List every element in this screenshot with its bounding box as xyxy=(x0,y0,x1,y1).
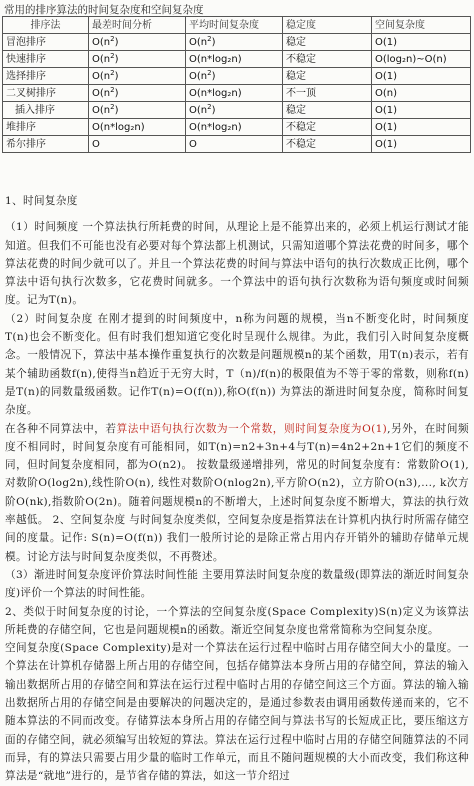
paragraph-constant-order xyxy=(5,420,469,566)
exponent: 2 xyxy=(110,102,115,111)
exponent: 2 xyxy=(207,68,212,77)
exponent: 2 xyxy=(110,34,115,43)
cell-worst-time: $O(n^2)$ xyxy=(89,68,186,85)
paragraph-asymptotic: （3）渐进时间复杂度评价算法时间性能 主要用算法时间复杂度的数量级(即算法的渐近时间复杂度)评价一个算法的时间性能。 xyxy=(5,568,469,600)
document-title: 常用的排序算法的时间复杂度和空间复杂度 xyxy=(4,4,204,16)
cell-worst-time: $O(n^2)$ xyxy=(89,102,186,119)
cell-stability: 稳定 xyxy=(283,34,372,51)
cell-stability: 不稳定 xyxy=(283,119,372,136)
header-stability: 稳定度 xyxy=(283,17,372,34)
header-worst-time: 最差时间分析 xyxy=(89,17,186,34)
table-row xyxy=(3,68,471,85)
section-heading-time-complexity: 1、时间复杂度 xyxy=(5,195,78,207)
table-row xyxy=(3,51,471,68)
paragraph-text: 在各种不同算法中，若 xyxy=(5,422,117,435)
paragraph-time-frequency: （1）时间频度 一个算法执行所耗费的时间，从理论上是不能算出来的，必须上机运行测试才能知道。但我们不可能也没有必要对每个算法都上机测试，只需知道哪个算法花费的时间多，哪个算法花费的时间少就可以了。并且一个算法花费的时间与算法中语句的执行次数成正比例，哪个算法中语句执行次数多，它花费时间就多。一个算法中的语句执行次数称为语句频度或时间频度。记为T(n)。 xyxy=(5,221,469,307)
header-space: 空间复杂度 xyxy=(372,17,471,34)
exponent: 2 xyxy=(110,68,115,77)
cell-space: O(1) xyxy=(372,34,471,51)
paragraph-time-complexity: （2）时间复杂度 在刚才提到的时间频度中，n称为问题的规模，当n不断变化时，时间频度T(n)也会不断变化。但有时我们想知道它变化时呈现什么规律。为此，我们引入时间复杂度概念。一般情况下，算法中基本操作重复执行的次数是问题规模n的某个函数，用T(n)表示，若有某个辅助函数f(n),使得当n趋近于无穷大时，T（n)/f(n)的极限值为不等于零的常数，则称f(n)是T(n)的同数量级函数。记作T(n)=O(f(n)),称O(f(n)) 为算法的渐进时间复杂度，简称时间复杂度。 xyxy=(5,312,469,417)
cell-worst-time: O xyxy=(89,136,186,153)
paragraph-space-complexity: 2、类似于时间复杂度的讨论，一个算法的空间复杂度(Space Complexity)S(n)定义为该算法所耗费的存储空间，它也是问题规模n的函数。渐近空间复杂度也常常简称为空间复杂度。 xyxy=(5,605,469,636)
table-row xyxy=(3,136,471,153)
cell-average-time: $O(n^2)$ xyxy=(186,102,283,119)
cell-space: O(1) xyxy=(372,102,471,119)
cell-space: O(n) xyxy=(372,85,471,102)
cell-stability: 稳定 xyxy=(283,102,372,119)
cell-space: O(1) xyxy=(372,68,471,85)
cell-worst-time: O(n*log₂n) xyxy=(89,119,186,136)
cell-average-time: O xyxy=(186,136,283,153)
cell-worst-time: $O(n^2)$ xyxy=(89,34,186,51)
cell-average-time: O(n*log₂n) xyxy=(186,51,283,68)
row-name: 堆排序 xyxy=(3,119,89,136)
row-name: 快速排序 xyxy=(3,51,89,68)
cell-stability: 稳定 xyxy=(283,68,372,85)
cell-stability: 不稳定 xyxy=(283,51,372,68)
table-row xyxy=(3,34,471,51)
row-name: 希尔排序 xyxy=(3,136,89,153)
cell-stability: 不一顶 xyxy=(283,85,372,102)
cell-worst-time: $O(n^2)$ xyxy=(89,85,186,102)
paragraph-space-definition: 空间复杂度(Space Complexity)是对一个算法在运行过程中临时占用存储空间大小的量度。一个算法在计算机存储器上所占用的存储空间，包括存储算法本身所占用的存储空间，算法的输入输出数据所占用的存储空间和算法在运行过程中临时占用的存储空间这三个方面。算法的输入输出数据所占用的存储空间是由要解决的问题决定的，是通过参数表由调用函数传递而来的，它不随本算法的不同而改变。存储算法本身所占用的存储空间与算法书写的长短成正比，要压缩这方面的存储空间，就必须编写出较短的算法。算法在运行过程中临时占用的存储空间随算法的不同而异，有的算法只需要占用少量的临时工作单元，而且不随问题规模的大小而改变，我们称这种算法是“就地”进行的，是节省存储的算法，如这一节介绍过 xyxy=(5,642,469,783)
row-name: 冒泡排序 xyxy=(3,34,89,51)
cell-space: O(log₂n)~O(n) xyxy=(372,51,471,68)
paragraph-text: ,另外，在时间频度不相同时，时间复杂度有可能相同，如T(n)=n2+3n+4与T(n)=4n2+2n+1它们的频度不同，但时间复杂度相同，都为O(n2)。 按数量级递增排列，常见的时间复杂度有：常数阶O(1),对数阶O(log2n),线性阶O(n), 线性对数阶O(nlog2n),平方阶O(n2)，立方阶O(n3),..., k次方阶O(nk),指数阶O(2n)。随着问题规模n的不断增大，上述时间复杂度不断增大，算法的执行效率越低。 2、空间复杂度 与时间复杂度类似，空间复杂度是指算法在计算机内执行时所需存储空间的度量。记作: S(n)=O(f(n)) 我们一般所讨论的是除正常占用内存开销外的辅助存储单元规模。讨论方法与时间复杂度类似，不再赘述。 xyxy=(5,422,469,563)
exponent: 2 xyxy=(110,51,115,60)
highlighted-text: 算法中语句执行次数为一个常数，则时间复杂度为O(1) xyxy=(116,422,388,435)
table-row xyxy=(3,119,471,136)
cell-average-time: $O(n^2)$ xyxy=(186,34,283,51)
cell-worst-time: $O(n^2)$ xyxy=(89,51,186,68)
header-average-time: 平均时间复杂度 xyxy=(186,17,283,34)
cell-average-time: $O(n^2)$ xyxy=(186,68,283,85)
table-header-row xyxy=(3,17,471,34)
exponent: 2 xyxy=(110,85,115,94)
cell-average-time: O(n*log₂n) xyxy=(186,119,283,136)
table-row xyxy=(3,85,471,102)
row-name: 选择排序 xyxy=(3,68,89,85)
cell-average-time: O(n*log₂n) xyxy=(186,85,283,102)
cell-space: O(1) xyxy=(372,136,471,153)
cell-stability: 不稳定 xyxy=(283,136,372,153)
row-name: 二叉树排序 xyxy=(3,85,89,102)
exponent: 2 xyxy=(207,102,212,111)
exponent: 2 xyxy=(207,34,212,43)
document-body xyxy=(5,192,469,786)
row-name: 插入排序 xyxy=(3,102,89,119)
sort-complexity-table xyxy=(2,16,471,153)
table-row xyxy=(3,102,471,119)
cell-space: O(1) xyxy=(372,119,471,136)
header-sort-method: 排序法 xyxy=(3,17,89,34)
